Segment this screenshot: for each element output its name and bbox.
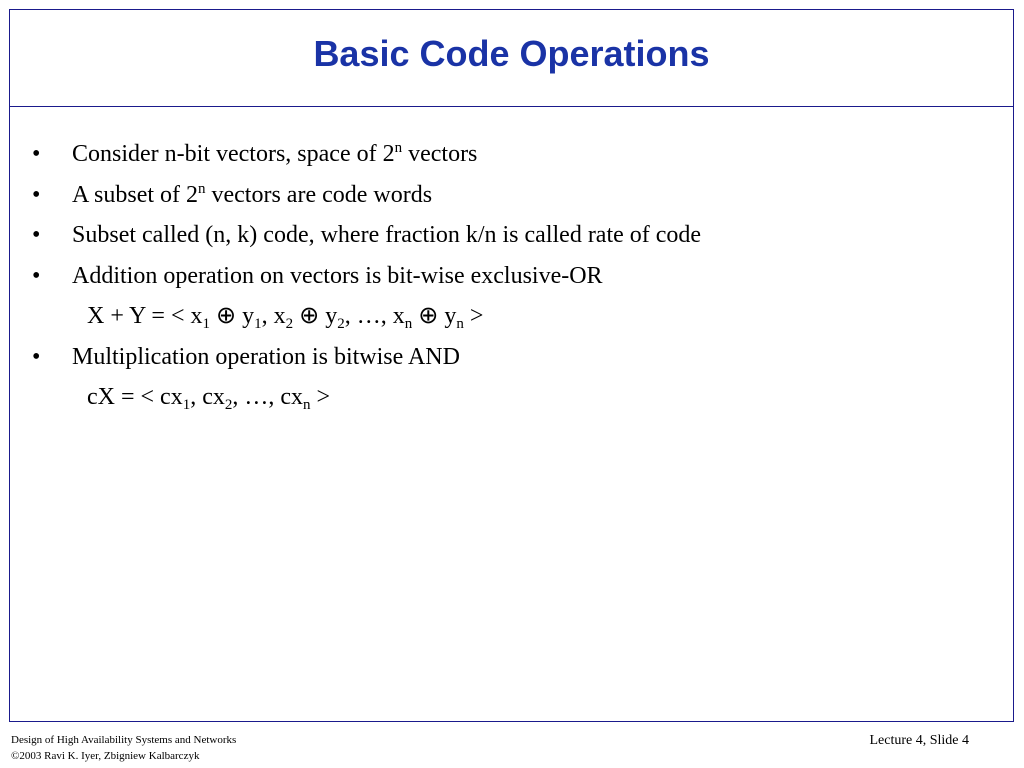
bullet-item (32, 134, 992, 175)
footer-course-title: Design of High Availability Systems and Networks (11, 734, 237, 746)
bullet-icon: • (32, 141, 41, 167)
footer-slide-number: Lecture 4, Slide 4 (869, 733, 969, 748)
bullet-text: Addition operation on vectors is bit-wise exclusive-OR (72, 262, 603, 289)
formula-line (32, 296, 992, 337)
bullet-icon: • (32, 181, 41, 208)
bullet-item (32, 256, 992, 297)
title-divider (9, 106, 1014, 107)
footer-course-info (11, 732, 236, 764)
multiplication-formula: cX = < $cx_1$, $cx_2$, …, $cx_n$ > (87, 384, 331, 413)
slide-title: Basic Code Operations (313, 33, 710, 74)
addition-formula: X + Y = < $x_1$ ⊕ $y_1$, $x_2$ ⊕ $y_2$, …, $x_n$ ⊕ $y_n$ > (87, 303, 484, 332)
bullet-item (32, 215, 992, 256)
bullet-item (32, 175, 992, 216)
bullet-icon: • (32, 343, 41, 370)
bullet-text: A subset of 2$^n$ vectors are code words (72, 180, 433, 208)
bullet-icon: • (32, 262, 41, 289)
bullet-icon: • (32, 222, 41, 248)
formula-line (32, 377, 992, 418)
bullet-text: Multiplication operation is bitwise AND (72, 343, 460, 370)
bullet-text: Consider n-bit vectors, space of 2$^n$ vectors (72, 140, 478, 167)
slide-body (32, 134, 992, 418)
footer-copyright: ©2003 Ravi K. Iyer, Zbigniew Kalbarczyk (11, 750, 200, 762)
bullet-item (32, 337, 992, 378)
bullet-text: Subset called (n, k) code, where fraction k/n is called rate of code (72, 222, 702, 248)
